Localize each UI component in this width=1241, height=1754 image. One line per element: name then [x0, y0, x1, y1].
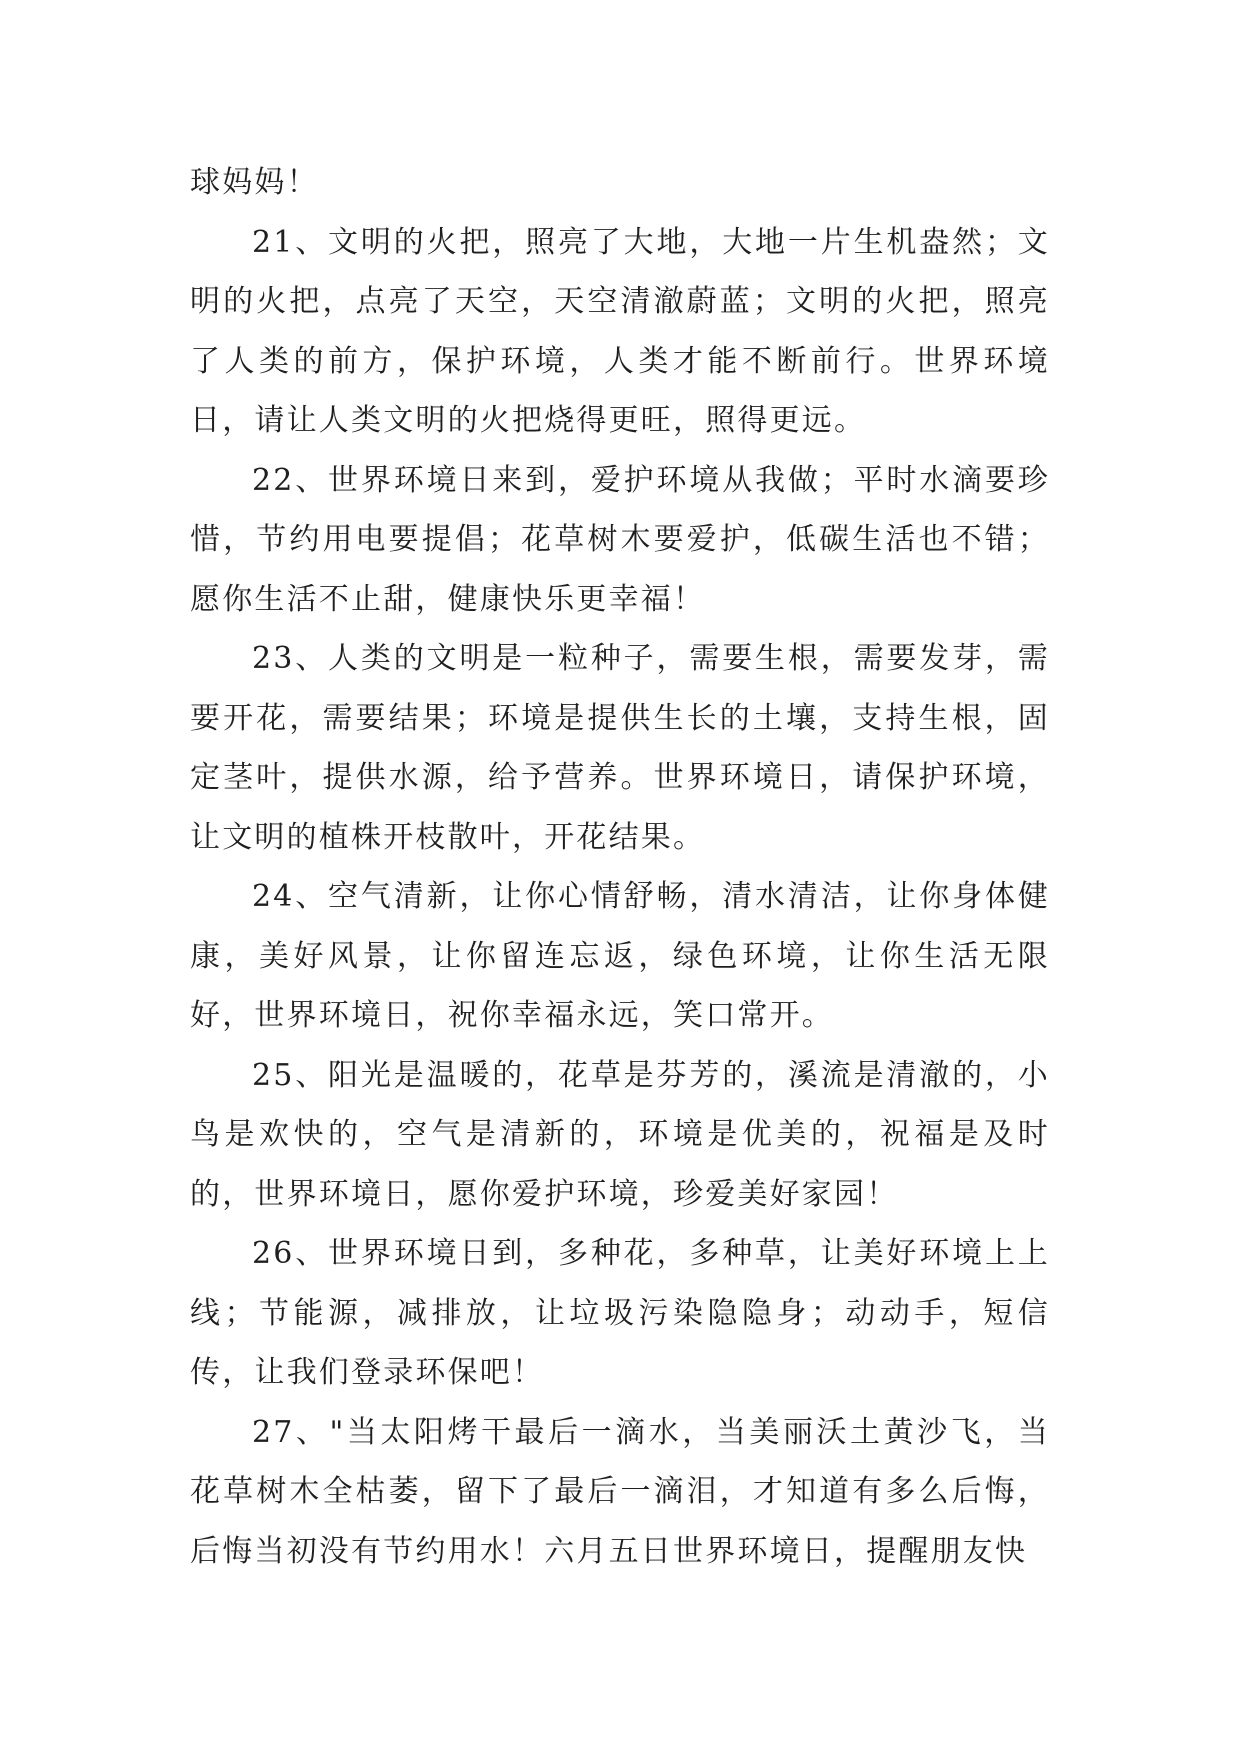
paragraph-21: 21、文明的火把，照亮了大地，大地一片生机盎然；文明的火把，点亮了天空，天空清澈蔚蓝；文明的火把，照亮了人类的前方，保护环境，人类才能不断前行。世界环境日，请让人类文明的火把烧得更旺，照得更远。 — [190, 224, 1050, 438]
paragraph-25: 25、阳光是温暖的，花草是芬芳的，溪流是清澈的，小鸟是欢快的，空气是清新的，环境是优美的，祝福是及时的，世界环境日，愿你爱护环境，珍爱美好家园！ — [190, 1057, 1050, 1212]
document-body — [190, 153, 1050, 1581]
paragraph-22: 22、世界环境日来到，爱护环境从我做；平时水滴要珍惜，节约用电要提倡；花草树木要爱护，低碳生活也不错；愿你生活不止甜，健康快乐更幸福！ — [190, 462, 1050, 617]
paragraph-26: 26、世界环境日到，多种花，多种草，让美好环境上上线；节能源，减排放，让垃圾污染隐隐身；动动手，短信传，让我们登录环保吧！ — [190, 1236, 1050, 1390]
paragraph-23: 23、人类的文明是一粒种子，需要生根，需要发芽，需要开花，需要结果；环境是提供生长的土壤，支持生根，固定茎叶，提供水源，给予营养。世界环境日，请保护环境，让文明的植株开枝散叶，开花结果。 — [190, 641, 1050, 855]
paragraph-24: 24、空气清新，让你心情舒畅，清水清洁，让你身体健康，美好风景，让你留连忘返，绿色环境，让你生活无限好，世界环境日，祝你幸福永远，笑口常开。 — [190, 879, 1050, 1033]
paragraph-continuation: 球妈妈！ — [190, 165, 319, 200]
paragraph-27: 27、"当太阳烤干最后一滴水，当美丽沃土黄沙飞，当花草树木全枯萎，留下了最后一滴泪，才知道有多么后悔，后悔当初没有节约用水！六月五日世界环境日，提醒朋友快 — [190, 1414, 1050, 1569]
